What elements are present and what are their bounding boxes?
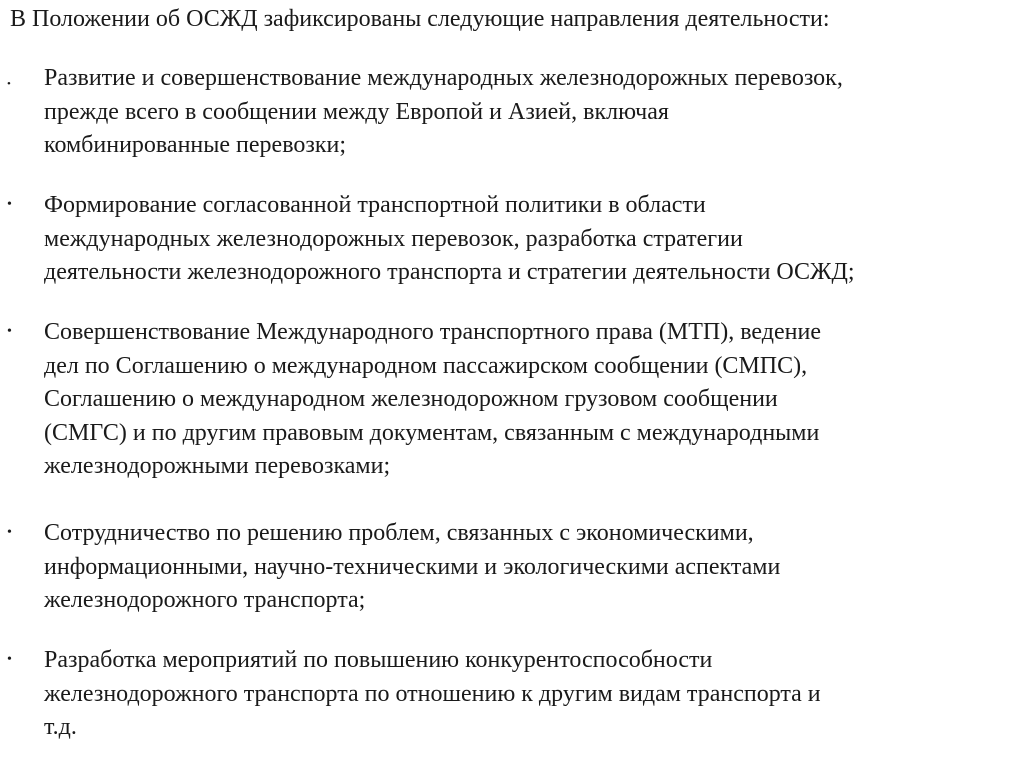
list-item-line: Сотрудничество по решению проблем, связанных с экономическими, (44, 520, 754, 546)
bullet-icon: • (7, 197, 12, 212)
list-item-line: (СМГС) и по другим правовым документам, связанным с международными (44, 419, 820, 446)
list-item-line: Совершенствование Международного транспортного права (МТП), ведение (44, 319, 821, 345)
intro-text: В Положении об ОСЖД зафиксированы следующие направления деятельности: (10, 6, 830, 32)
list-item-line: информационными, научно-техническими и экологическими аспектами (44, 553, 781, 580)
bullet-icon: • (7, 78, 11, 90)
list-item-text (44, 62, 1019, 163)
list-item-line: Разработка мероприятий по повышению конкурентоспособности (44, 647, 713, 673)
list-item-line: прежде всего в сообщении между Европой и Азией, включая (44, 98, 669, 125)
list-item-text (44, 316, 1019, 484)
bullet-icon: • (7, 652, 12, 667)
list-item-line: комбинированные перевозки; (44, 132, 347, 158)
bullet-icon: • (7, 525, 12, 540)
list-item-line: дел по Соглашению о международном пассажирском сообщении (СМПС), (44, 352, 808, 379)
list-item-text (44, 644, 1019, 745)
list-item-line: железнодорожными перевозками; (44, 453, 391, 479)
list-item-line: железнодорожного транспорта по отношению к другим видам транспорта и (44, 680, 821, 707)
list-item-line: Соглашению о международном железнодорожном грузовом сообщении (44, 386, 778, 412)
list-item-text (44, 189, 1019, 290)
list-item-line: т.д. (44, 714, 77, 740)
bullet-icon: • (7, 324, 12, 339)
list-item-line: Формирование согласованной транспортной политики в области (44, 192, 706, 218)
list-item-line: международных железнодорожных перевозок, разработка стратегии (44, 225, 743, 252)
list-item-line: Развитие и совершенствование международных железнодорожных перевозок, (44, 65, 843, 91)
list-item-text (44, 517, 1019, 618)
list-item-line: деятельности железнодорожного транспорта и стратегии деятельности ОСЖД; (44, 259, 855, 285)
list-item-line: железнодорожного транспорта; (44, 587, 366, 613)
